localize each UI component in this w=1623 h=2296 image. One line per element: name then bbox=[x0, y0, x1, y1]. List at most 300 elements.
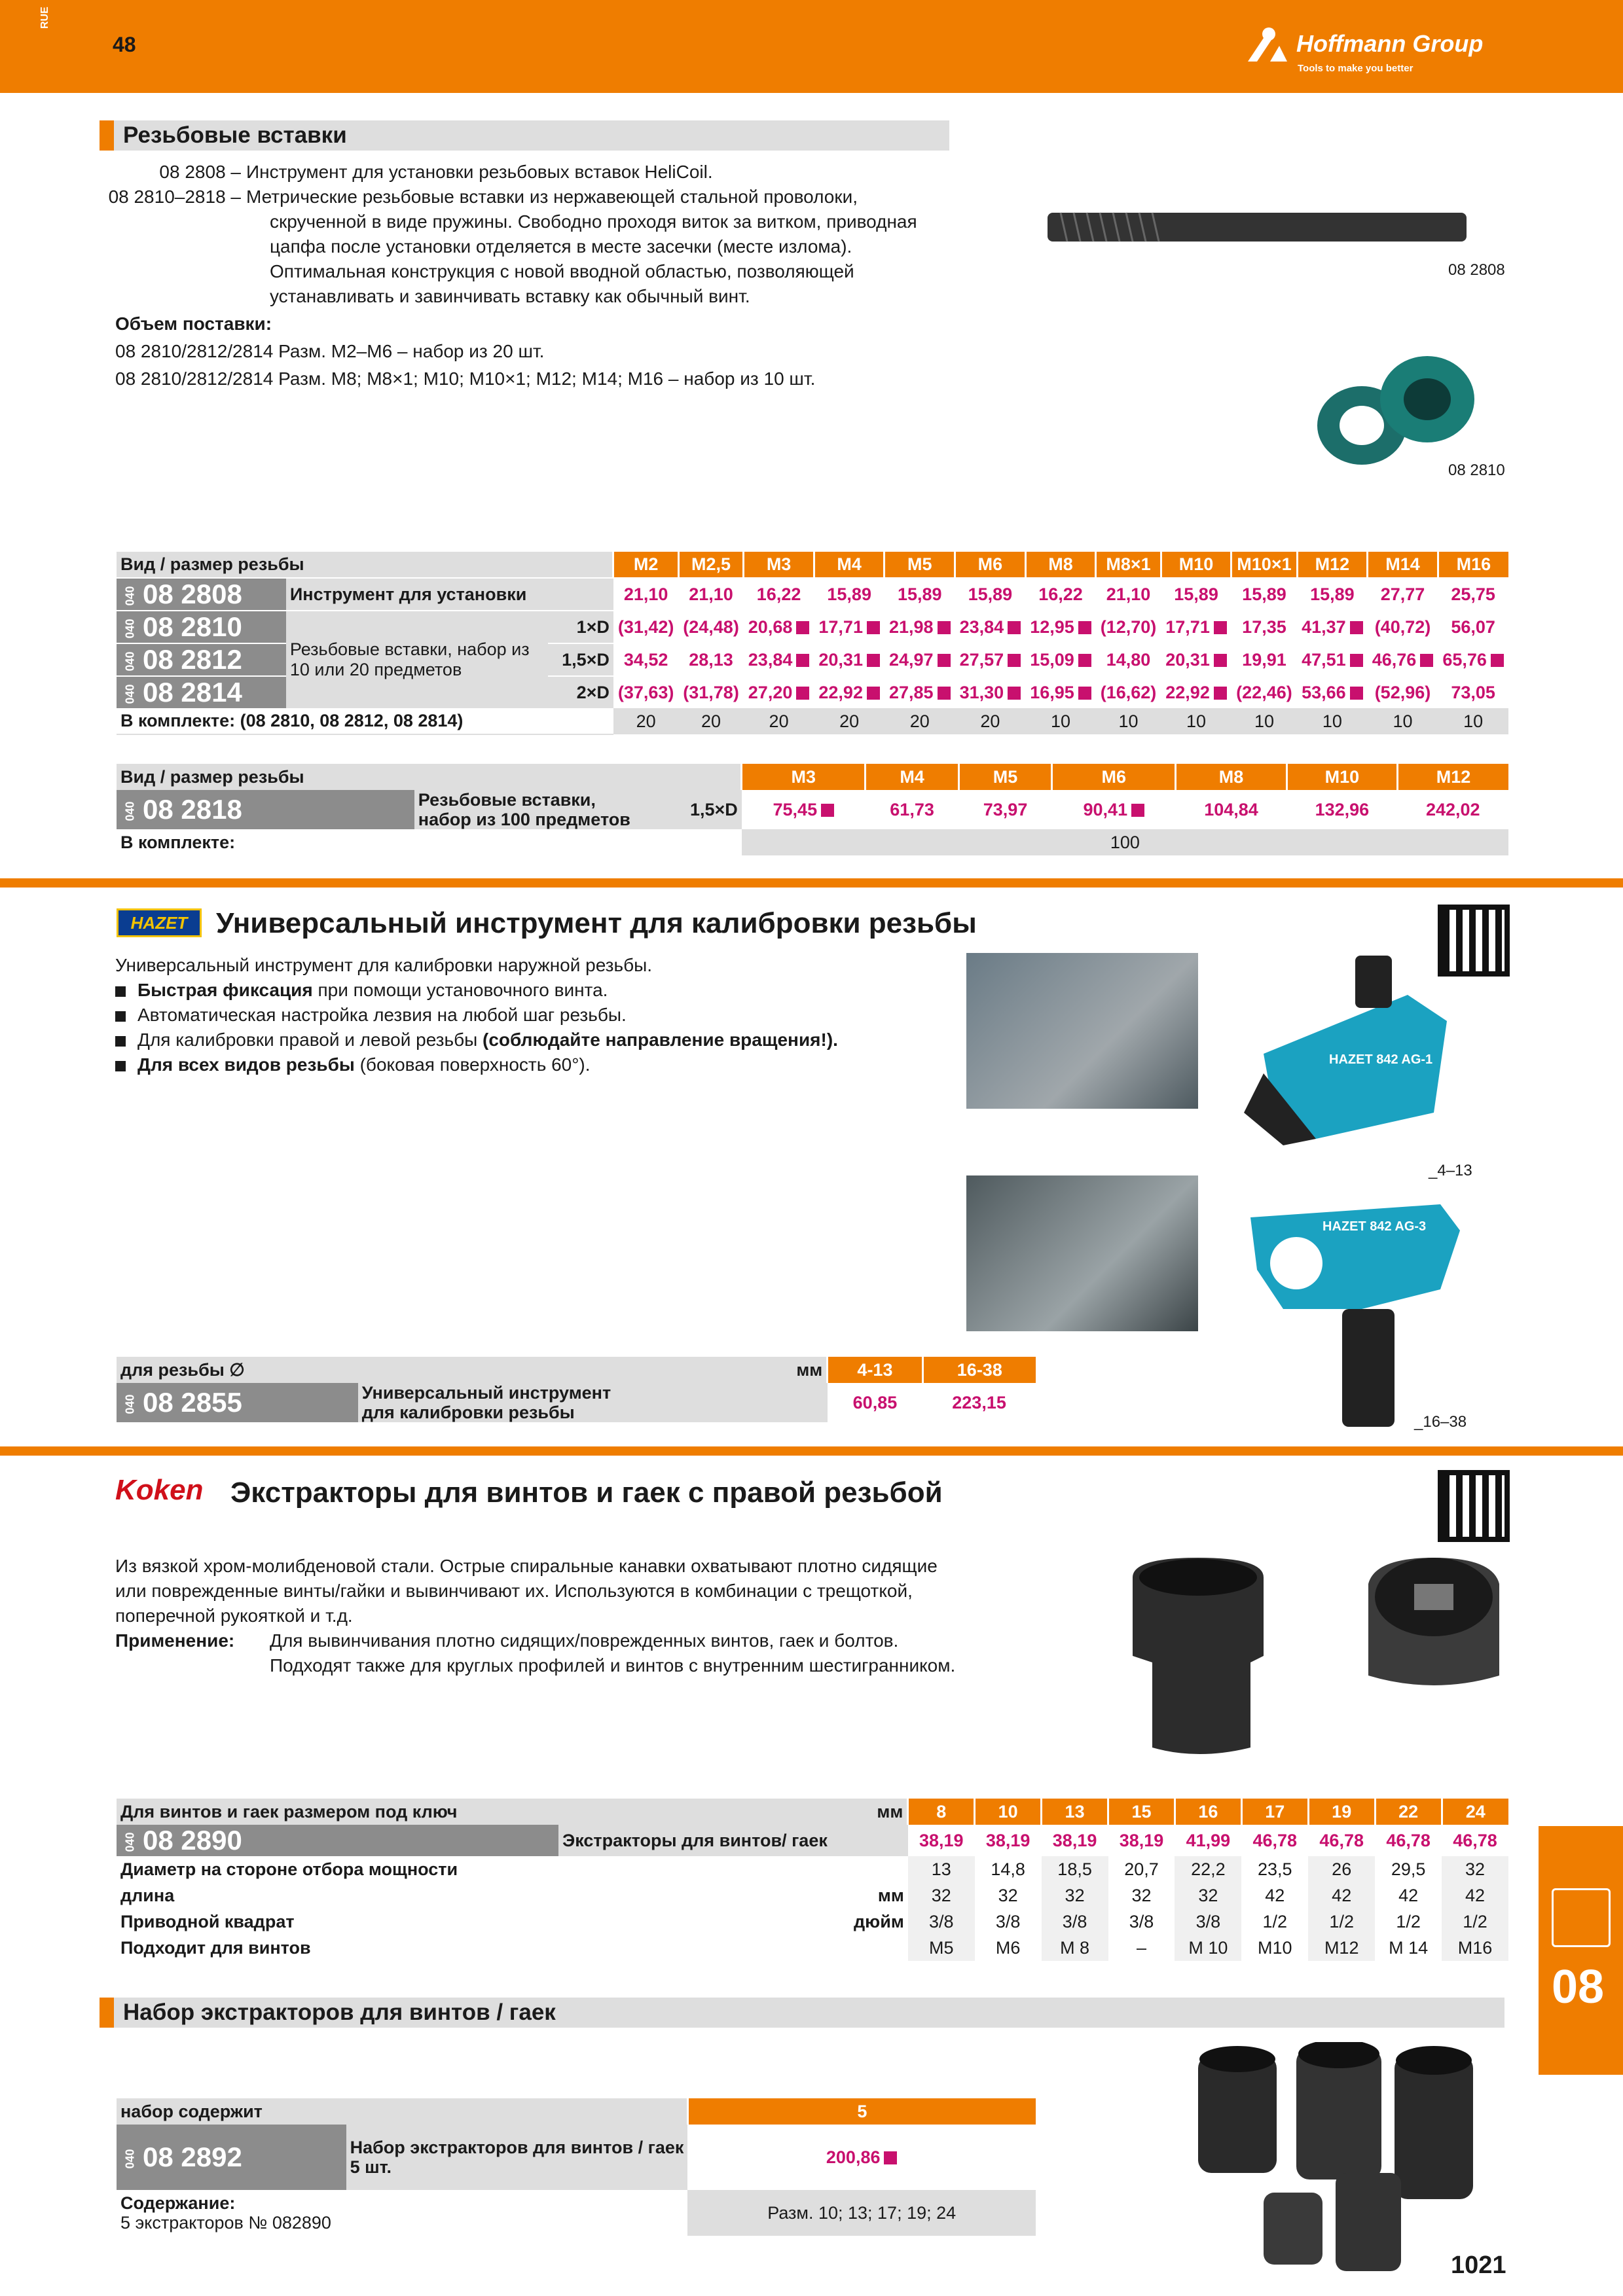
price-value: 73,97 bbox=[983, 799, 1028, 819]
kit-cell: 20 bbox=[613, 708, 678, 734]
bullet-icon bbox=[115, 1036, 126, 1047]
price-cell bbox=[1368, 643, 1438, 676]
price-value: 15,89 bbox=[968, 584, 1013, 604]
bullet-item: Для всех видов резьбы (боковая поверхность 60°). bbox=[115, 1052, 947, 1077]
spec-cell: 29,5 bbox=[1375, 1856, 1442, 1882]
unit-label: мм bbox=[358, 1357, 828, 1383]
size-header: M2,5 bbox=[678, 552, 743, 578]
price-cell bbox=[1052, 790, 1176, 829]
price-value: 20,31 bbox=[1165, 649, 1210, 670]
bullet-icon bbox=[115, 1061, 126, 1071]
price-value: 56,07 bbox=[1451, 617, 1495, 637]
hazet-842-ag3-image bbox=[1244, 1191, 1480, 1433]
desc-line: набор из 100 предметов bbox=[418, 810, 630, 829]
table-head-label: набор содержит bbox=[117, 2098, 687, 2125]
article-prefix: 040 bbox=[123, 651, 137, 672]
price-value: 46,78 bbox=[1319, 1830, 1364, 1850]
spec-cell: 42 bbox=[1308, 1882, 1375, 1909]
stock-marker-icon bbox=[938, 621, 951, 634]
price-value: 47,51 bbox=[1302, 649, 1346, 670]
price-value: 38,19 bbox=[1052, 1830, 1097, 1850]
price-value: (31,78) bbox=[683, 682, 739, 702]
spec-cell: 3/8 bbox=[1108, 1909, 1175, 1935]
heli-coil-tool-image bbox=[1041, 196, 1473, 262]
table-header-row bbox=[117, 1357, 1036, 1383]
price-value: 14,80 bbox=[1106, 649, 1151, 670]
content-sub: 5 экстракторов № 082890 bbox=[120, 2213, 331, 2233]
price-cell bbox=[613, 676, 678, 708]
price-value: 16,22 bbox=[1038, 584, 1083, 604]
size-header: M3 bbox=[742, 764, 866, 790]
bullet-item: Для калибровки правой и левой резьбы (соблюдайте направление вращения!). bbox=[115, 1028, 947, 1052]
price-value: 27,77 bbox=[1380, 584, 1425, 604]
spec-cell: 32 bbox=[1042, 1882, 1108, 1909]
price-value: 22,92 bbox=[1165, 682, 1210, 702]
count-header: 5 bbox=[687, 2098, 1036, 2125]
price-cell bbox=[1438, 578, 1508, 611]
page-number: 48 bbox=[113, 33, 136, 56]
section-divider bbox=[0, 1446, 1623, 1456]
row-variant: 1,5×D bbox=[548, 643, 613, 676]
size-header: 16-38 bbox=[922, 1357, 1036, 1383]
price-value: 34,52 bbox=[623, 649, 668, 670]
size-header: 24 bbox=[1442, 1799, 1508, 1825]
price-cell bbox=[613, 611, 678, 643]
photo-tool-usage-2 bbox=[966, 1175, 1198, 1331]
content-title: Содержание: bbox=[120, 2193, 236, 2213]
price-value: 21,98 bbox=[889, 617, 934, 637]
spec-cell: M10 bbox=[1241, 1935, 1308, 1961]
price-cell bbox=[1231, 676, 1297, 708]
price-cell bbox=[1096, 676, 1161, 708]
article-number[interactable] bbox=[117, 1383, 358, 1422]
price-value: 17,35 bbox=[1242, 617, 1286, 637]
table-header-row bbox=[117, 1799, 1508, 1825]
stock-marker-icon bbox=[884, 2151, 897, 2164]
scope-label: Объем поставки: bbox=[115, 314, 272, 334]
price-cell bbox=[1025, 611, 1096, 643]
unit-label bbox=[558, 1856, 908, 1882]
price-cell bbox=[744, 578, 814, 611]
spec-cell: 3/8 bbox=[1175, 1909, 1241, 1935]
price-cell bbox=[678, 643, 743, 676]
price-cell bbox=[1231, 643, 1297, 676]
size-header: M5 bbox=[958, 764, 1051, 790]
usage-line: Подходят также для круглых профилей и винтов с внутренним шестигранником. bbox=[270, 1655, 956, 1676]
price-cell bbox=[1368, 611, 1438, 643]
price-value: 53,66 bbox=[1302, 682, 1346, 702]
desc-line: для калибровки резьбы bbox=[361, 1403, 575, 1422]
spec-cell: 32 bbox=[1175, 1882, 1241, 1909]
section-title-extractors: Экстракторы для винтов и гаек с правой резьбой bbox=[230, 1477, 943, 1509]
price-cell bbox=[1108, 1825, 1175, 1856]
stock-marker-icon bbox=[796, 654, 809, 667]
kit-cell: 10 bbox=[1025, 708, 1096, 734]
stock-marker-icon bbox=[1420, 654, 1433, 667]
row-description bbox=[346, 2125, 688, 2190]
price-cell bbox=[678, 676, 743, 708]
price-cell bbox=[1438, 676, 1508, 708]
spec-cell: 42 bbox=[1375, 1882, 1442, 1909]
spec-cell: 42 bbox=[1241, 1882, 1308, 1909]
chapter-tab[interactable] bbox=[1539, 1826, 1623, 2075]
price-value: 38,19 bbox=[919, 1830, 964, 1850]
spec-cell: 14,8 bbox=[975, 1856, 1042, 1882]
price-value: 15,89 bbox=[1242, 584, 1286, 604]
size-header: 10 bbox=[975, 1799, 1042, 1825]
size-header: M10×1 bbox=[1231, 552, 1297, 578]
table-row bbox=[117, 829, 1508, 855]
spec-cell: 1/2 bbox=[1308, 1909, 1375, 1935]
price-value: 200,86 bbox=[826, 2147, 881, 2167]
price-cell bbox=[1286, 790, 1397, 829]
article-code: 08 2812 bbox=[143, 644, 242, 675]
usage-block: Применение: Для вывинчивания плотно сидящих/поврежденных винтов, гаек и болтов. bbox=[115, 1630, 899, 1651]
stock-marker-icon bbox=[1078, 621, 1091, 634]
spec-cell: 3/8 bbox=[908, 1909, 975, 1935]
size-header: M4 bbox=[866, 764, 958, 790]
spec-cell: 3/8 bbox=[1042, 1909, 1108, 1935]
thread-restorer-table bbox=[117, 1357, 1036, 1422]
size-header: M8 bbox=[1176, 764, 1286, 790]
article-code: 08 2808 bbox=[143, 579, 242, 609]
price-value: 27,85 bbox=[889, 682, 934, 702]
size-header: M8 bbox=[1025, 552, 1096, 578]
spec-cell: 42 bbox=[1442, 1882, 1508, 1909]
price-value: 21,10 bbox=[623, 584, 668, 604]
price-value: (16,62) bbox=[1100, 682, 1157, 702]
row-description bbox=[414, 790, 676, 829]
price-value: 223,15 bbox=[952, 1392, 1006, 1412]
price-value: 25,75 bbox=[1451, 584, 1495, 604]
spec-cell: M12 bbox=[1308, 1935, 1375, 1961]
price-value: 16,22 bbox=[756, 584, 801, 604]
article-prefix: 040 bbox=[123, 619, 137, 639]
para-line: поперечной рукояткой и т.д. bbox=[115, 1605, 353, 1626]
price-cell bbox=[1297, 676, 1368, 708]
price-cell bbox=[1231, 611, 1297, 643]
size-header: 16 bbox=[1175, 1799, 1241, 1825]
desc-line: 5 шт. bbox=[350, 2157, 392, 2177]
row-label: длина bbox=[120, 1885, 175, 1905]
row-variant: 1,5×D bbox=[676, 790, 742, 829]
price-value: 60,85 bbox=[852, 1392, 898, 1412]
article-code: 08 2810 bbox=[143, 611, 242, 642]
kit-cell: 10 bbox=[1368, 708, 1438, 734]
price-cell bbox=[1297, 578, 1368, 611]
price-cell bbox=[1442, 1825, 1508, 1856]
price-value: 73,05 bbox=[1451, 682, 1495, 702]
table-row bbox=[117, 578, 1508, 611]
price-cell bbox=[908, 1825, 975, 1856]
price-cell bbox=[678, 578, 743, 611]
spec-cell: 1/2 bbox=[1442, 1909, 1508, 1935]
article-code: 08 2892 bbox=[143, 2142, 242, 2172]
kit-cell: 10 bbox=[1161, 708, 1231, 734]
price-cell bbox=[955, 611, 1026, 643]
spec-cell: 32 bbox=[975, 1882, 1042, 1909]
bullet-icon bbox=[115, 986, 126, 997]
price-value: 41,99 bbox=[1186, 1830, 1231, 1850]
price-value: 61,73 bbox=[890, 799, 934, 819]
unit-label: мм bbox=[558, 1799, 908, 1825]
spec-cell: – bbox=[1108, 1935, 1175, 1961]
price-value: 46,78 bbox=[1453, 1830, 1497, 1850]
price-value: (22,46) bbox=[1236, 682, 1292, 702]
price-value: 75,45 bbox=[773, 799, 818, 819]
table-head-label: для резьбы ∅ bbox=[117, 1357, 358, 1383]
price-value: 24,97 bbox=[889, 649, 934, 670]
kit-label: В комплекте: bbox=[120, 832, 236, 852]
price-cell bbox=[814, 578, 884, 611]
stock-marker-icon bbox=[1491, 654, 1504, 667]
price-cell bbox=[1042, 1825, 1108, 1856]
article-number[interactable] bbox=[117, 643, 286, 676]
desc-line: 08 2808 – Инструмент для установки резьбовых вставок HeliCoil. bbox=[159, 162, 713, 182]
price-cell bbox=[1297, 611, 1368, 643]
table-row bbox=[117, 611, 1508, 643]
price-cell bbox=[828, 1383, 922, 1422]
size-header: M2 bbox=[613, 552, 678, 578]
spec-cell: 22,2 bbox=[1175, 1856, 1241, 1882]
price-cell bbox=[1161, 578, 1231, 611]
brand-name: Hoffmann Group bbox=[1296, 30, 1484, 57]
price-cell bbox=[613, 643, 678, 676]
price-value: 90,41 bbox=[1083, 799, 1128, 819]
spec-cell: 32 bbox=[1442, 1856, 1508, 1882]
table-row bbox=[117, 790, 1508, 829]
table-row bbox=[117, 1935, 1508, 1961]
intro-line: Универсальный инструмент для калибровки наружной резьбы. bbox=[115, 955, 653, 975]
section-title-thread-restorer: Универсальный инструмент для калибровки резьбы bbox=[216, 907, 977, 939]
stock-marker-icon bbox=[796, 687, 809, 700]
row-description: Инструмент для установки bbox=[286, 578, 613, 611]
desc-line: устанавливать и завинчивать вставку как обычный винт. bbox=[270, 286, 750, 306]
price-value: 28,13 bbox=[689, 649, 733, 670]
price-value: (52,96) bbox=[1374, 682, 1431, 702]
price-value: (31,42) bbox=[617, 617, 674, 637]
img-label-082810: 08 2810 bbox=[1448, 461, 1505, 479]
article-prefix: 040 bbox=[123, 684, 137, 704]
extractors-table bbox=[117, 1799, 1508, 1961]
unit-label: мм bbox=[877, 1885, 904, 1905]
lang-code: RUE bbox=[39, 7, 50, 29]
price-value: 19,91 bbox=[1242, 649, 1286, 670]
price-value: 242,02 bbox=[1425, 799, 1480, 819]
content-cell: Разм. 10; 13; 17; 19; 24 bbox=[687, 2190, 1036, 2236]
qr-code bbox=[1438, 1470, 1510, 1542]
size-header: M12 bbox=[1297, 552, 1368, 578]
price-value: 23,84 bbox=[748, 649, 793, 670]
extractor-sockets-image bbox=[1126, 1558, 1532, 1767]
kit-cell: 10 bbox=[1297, 708, 1368, 734]
kit-cell: 20 bbox=[884, 708, 955, 734]
price-cell bbox=[744, 643, 814, 676]
tool1-text: HAZET 842 AG-1 bbox=[1329, 1052, 1433, 1067]
price-cell bbox=[744, 676, 814, 708]
chapter-number: 08 bbox=[1552, 1961, 1605, 2013]
thread-insert-coils-image bbox=[1309, 353, 1480, 471]
price-value: 46,78 bbox=[1252, 1830, 1298, 1850]
row-variant: 1×D bbox=[548, 611, 613, 643]
brand-logo bbox=[1244, 25, 1506, 77]
article-number[interactable] bbox=[117, 1825, 558, 1856]
s1-description bbox=[108, 160, 964, 391]
price-cell bbox=[1375, 1825, 1442, 1856]
price-cell bbox=[975, 1825, 1042, 1856]
unit-label: дюйм bbox=[854, 1911, 904, 1931]
row-label: Диаметр на стороне отбора мощности bbox=[120, 1859, 458, 1879]
price-value: 15,89 bbox=[1174, 584, 1218, 604]
bullet-item: Быстрая фиксация при помощи установочного винта. bbox=[115, 978, 947, 1003]
price-value: 65,76 bbox=[1442, 649, 1487, 670]
bullet-icon bbox=[115, 1011, 126, 1022]
size-header: 17 bbox=[1241, 1799, 1308, 1825]
table-row bbox=[117, 2125, 1036, 2190]
article-prefix: 040 bbox=[123, 2149, 137, 2169]
price-value: 27,20 bbox=[748, 682, 793, 702]
img-label-082808: 08 2808 bbox=[1448, 261, 1505, 279]
spec-cell: 1/2 bbox=[1375, 1909, 1442, 1935]
price-value: 27,57 bbox=[959, 649, 1004, 670]
hoffmann-logo-icon bbox=[1244, 25, 1292, 64]
stock-marker-icon bbox=[821, 804, 834, 817]
spec-cell: 18,5 bbox=[1042, 1856, 1108, 1882]
price-value: 132,96 bbox=[1315, 799, 1370, 819]
price-cell bbox=[1096, 611, 1161, 643]
size-header: M3 bbox=[744, 552, 814, 578]
unit-label bbox=[558, 1935, 908, 1961]
price-value: 15,89 bbox=[898, 584, 942, 604]
content-label bbox=[117, 2190, 687, 2236]
stock-marker-icon bbox=[1008, 687, 1021, 700]
stock-marker-icon bbox=[938, 687, 951, 700]
price-cell bbox=[742, 790, 866, 829]
brand-slogan: Tools to make you better bbox=[1298, 63, 1413, 74]
stock-marker-icon bbox=[1214, 621, 1227, 634]
price-value: (24,48) bbox=[683, 617, 739, 637]
size-header: M14 bbox=[1368, 552, 1438, 578]
price-value: 23,84 bbox=[959, 617, 1004, 637]
price-cell bbox=[955, 643, 1026, 676]
price-cell bbox=[955, 578, 1026, 611]
price-cell bbox=[1161, 611, 1231, 643]
size-header: M8×1 bbox=[1096, 552, 1161, 578]
article-number[interactable] bbox=[117, 676, 286, 708]
table-row bbox=[117, 1909, 1508, 1935]
size-header: M4 bbox=[814, 552, 884, 578]
size-header: 8 bbox=[908, 1799, 975, 1825]
price-value: (12,70) bbox=[1100, 617, 1157, 637]
size-header: M5 bbox=[884, 552, 955, 578]
tool2-text: HAZET 842 AG-3 bbox=[1322, 1219, 1427, 1234]
article-number[interactable] bbox=[117, 578, 286, 611]
price-cell bbox=[1176, 790, 1286, 829]
price-cell bbox=[1308, 1825, 1375, 1856]
price-cell bbox=[744, 611, 814, 643]
spec-cell: 13 bbox=[908, 1856, 975, 1882]
price-cell bbox=[1438, 643, 1508, 676]
price-value: 46,76 bbox=[1372, 649, 1417, 670]
photo-tool-usage-1 bbox=[966, 953, 1198, 1109]
stock-marker-icon bbox=[1350, 687, 1363, 700]
price-cell bbox=[955, 676, 1026, 708]
stock-marker-icon bbox=[1008, 621, 1021, 634]
price-value: 16,95 bbox=[1030, 682, 1074, 702]
price-cell bbox=[687, 2125, 1036, 2190]
stock-marker-icon bbox=[1214, 654, 1227, 667]
price-cell bbox=[1025, 643, 1096, 676]
koken-logo: Koken bbox=[115, 1474, 204, 1506]
scope-line: 08 2810/2812/2814 Разм. M8; M8×1; M10; M10×1; M12; M14; M16 – набор из 10 шт. bbox=[115, 368, 816, 389]
table-header-row bbox=[117, 552, 1508, 578]
table-head-label: Вид / размер резьбы bbox=[117, 552, 613, 578]
price-value: 22,92 bbox=[818, 682, 863, 702]
para-line: или поврежденные винты/гайки и вывинчивают их. Используются в комбинации с трещоткой, bbox=[115, 1581, 913, 1601]
stock-marker-icon bbox=[867, 687, 880, 700]
row-description: Экстракторы для винтов/ гаек bbox=[558, 1825, 908, 1856]
price-cell bbox=[1368, 578, 1438, 611]
spec-cell: 3/8 bbox=[975, 1909, 1042, 1935]
article-number[interactable] bbox=[117, 2125, 346, 2190]
price-cell bbox=[814, 611, 884, 643]
hazet-842-ag1-image bbox=[1237, 942, 1467, 1152]
img-label-4-13: _4–13 bbox=[1429, 1162, 1472, 1179]
price-cell bbox=[1161, 643, 1231, 676]
table-row bbox=[117, 1383, 1036, 1422]
price-cell bbox=[814, 676, 884, 708]
article-number[interactable] bbox=[117, 611, 286, 643]
size-header: M16 bbox=[1438, 552, 1508, 578]
size-header: M10 bbox=[1286, 764, 1397, 790]
price-value: 15,09 bbox=[1030, 649, 1074, 670]
size-header: M10 bbox=[1161, 552, 1231, 578]
spec-cell: M 14 bbox=[1375, 1935, 1442, 1961]
price-cell bbox=[922, 1383, 1036, 1422]
para-line: Из вязкой хром-молибденовой стали. Острые спиральные канавки охватывают плотно сидящие bbox=[115, 1556, 938, 1576]
table-row bbox=[117, 2190, 1036, 2236]
price-cell bbox=[1096, 643, 1161, 676]
price-cell bbox=[884, 578, 955, 611]
price-cell bbox=[1025, 578, 1096, 611]
row-label: Приводной квадрат bbox=[120, 1911, 295, 1931]
table-header-row bbox=[117, 2098, 1036, 2125]
bullet-item: Автоматическая настройка лезвия на любой шаг резьбы. bbox=[115, 1003, 947, 1028]
desc-line: цапфа после установки отделяется в месте засечки (месте излома). bbox=[270, 236, 852, 257]
price-cell bbox=[884, 676, 955, 708]
stock-marker-icon bbox=[867, 654, 880, 667]
desc-line: Резьбовые вставки, bbox=[418, 790, 596, 810]
spec-cell: 1/2 bbox=[1241, 1909, 1308, 1935]
article-number[interactable] bbox=[117, 790, 414, 829]
kit-label: В комплекте: (08 2810, 08 2812, 08 2814) bbox=[117, 708, 613, 734]
price-value: 38,19 bbox=[985, 1830, 1030, 1850]
thread-inserts-table bbox=[117, 552, 1508, 735]
price-cell bbox=[884, 643, 955, 676]
price-cell bbox=[884, 611, 955, 643]
spec-cell: 20,7 bbox=[1108, 1856, 1175, 1882]
table-head-label: Для винтов и гаек размером под ключ bbox=[117, 1799, 558, 1825]
spec-cell: M 10 bbox=[1175, 1935, 1241, 1961]
section-divider bbox=[0, 878, 1623, 888]
price-value: 104,84 bbox=[1204, 799, 1258, 819]
kit-cell: 10 bbox=[1096, 708, 1161, 734]
price-cell bbox=[1096, 578, 1161, 611]
insert-set-100-table bbox=[117, 764, 1508, 855]
spec-cell: M5 bbox=[908, 1935, 975, 1961]
price-cell bbox=[613, 578, 678, 611]
spec-cell: 23,5 bbox=[1241, 1856, 1308, 1882]
